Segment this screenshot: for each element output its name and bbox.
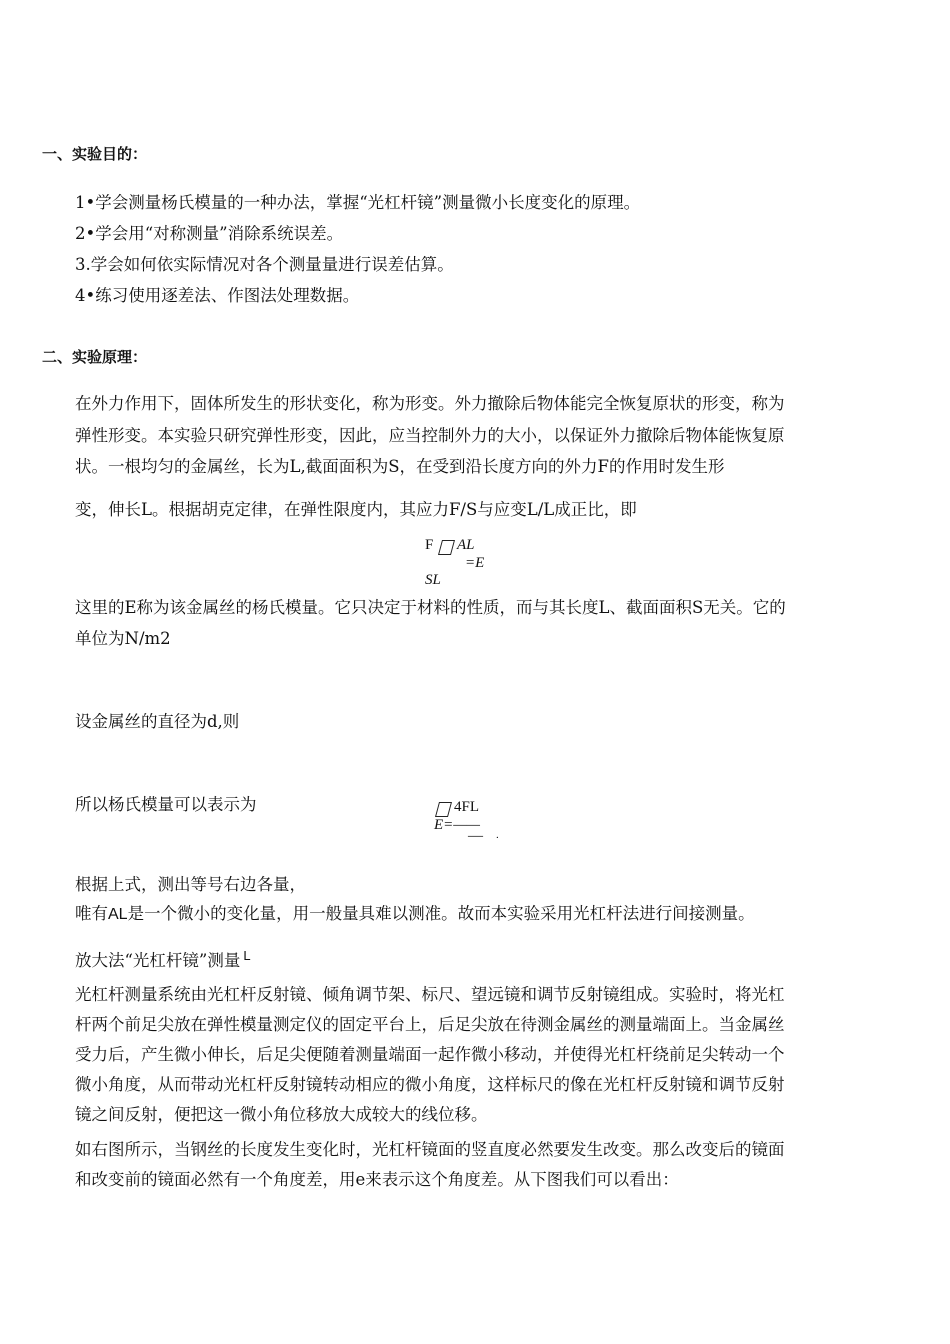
list-item: 1•学会测量杨氏模量的一种办法，掌握“光杠杆镜”测量微小长度变化的原理。 [75, 193, 641, 212]
formula-lhs: E=—— [434, 817, 480, 833]
list-item: 4•练习使用逐差法、作图法处理数据。 [75, 286, 360, 305]
paragraph-measure: 根据上式，测出等号右边各量， [75, 875, 306, 894]
formula-al: AL [457, 537, 475, 553]
paragraph-line: 光杠杆测量系统由光杠杆反射镜、倾角调节架、标尺、望远镜和调节反射镜组成。实验时，将光杠 [75, 985, 785, 1004]
paragraph-line: 微小角度，从而带动光杠杆反射镜转动相应的微小角度，这样标尺的像在光杠杆反射镜和调节反射 [75, 1075, 785, 1094]
list-item: 3.学会如何依实际情况对各个测量量进行误差估算。 [75, 255, 454, 274]
paragraph-line: 这里的E称为该金属丝的杨氏模量。它只决定于材料的性质，而与其长度L、截面面积S无关。它的 [75, 598, 786, 617]
paragraph-line: 镜之间反射，便把这一微小角位移放大成较大的线位移。 [75, 1105, 488, 1124]
paragraph-hooke: 变，伸长L。根据胡克定律，在弹性限度内，其应力F/S与应变L/L成正比，即 [75, 500, 637, 519]
section-heading-purpose: 一、实验目的： [42, 145, 148, 163]
paragraph-line: 弹性形变。本实验只研究弹性形变，因此，应当控制外力的大小，以保证外力撤除后物体能恢复原 [75, 426, 785, 445]
paragraph-line: 受力后，产生微小伸长，后足尖便随着测量端面一起作微小移动，并使得光杠杆绕前足尖转动一个 [75, 1045, 785, 1064]
paragraph-line: 和改变前的镜面必然有一个角度差，用e来表示这个角度差。从下图我们可以看出： [75, 1170, 679, 1189]
formula-numerator: 4FL [454, 799, 480, 815]
paragraph-line: 如右图所示，当钢丝的长度发生变化时，光杠杆镜面的竖直度必然要发生改变。那么改变后的镜面 [75, 1140, 785, 1159]
paragraph-line: 状。一根均匀的金属丝，长为L,截面面积为S，在受到沿长度方向的外力F的作用时发生形 [75, 457, 725, 476]
formula-sl: SL [425, 572, 441, 588]
formula-denominator: — [468, 828, 483, 844]
formula-f: F [425, 537, 434, 553]
box-glyph [440, 539, 454, 558]
list-item: 2•学会用“对称测量”消除系统误差。 [75, 224, 344, 243]
paragraph-small-change: 唯有AL是一个微小的变化量，用一般量具难以测准。故而本实验采用光杠杆法进行间接测量。 [75, 904, 755, 923]
paragraph-expression: 所以杨氏模量可以表示为 [75, 795, 257, 814]
paragraph-line: 杆两个前足尖放在弹性模量测定仪的固定平台上，后足尖放在待测金属丝的测量端面上。当金属丝 [75, 1015, 785, 1034]
paragraph-diameter: 设金属丝的直径为d,则 [75, 712, 240, 731]
section-heading-principle: 二、实验原理： [42, 348, 148, 366]
paragraph-line: 在外力作用下，固体所发生的形状变化，称为形变。外力撤除后物体能完全恢复原状的形变，称为 [75, 394, 785, 413]
formula-eq-e: =E [465, 555, 485, 571]
formula-dot: . [496, 829, 499, 841]
paragraph-line: 单位为N/m2 [75, 629, 171, 648]
paragraph-amplify: 放大法“光杠杆镜”测量 $^L$ [75, 948, 251, 970]
